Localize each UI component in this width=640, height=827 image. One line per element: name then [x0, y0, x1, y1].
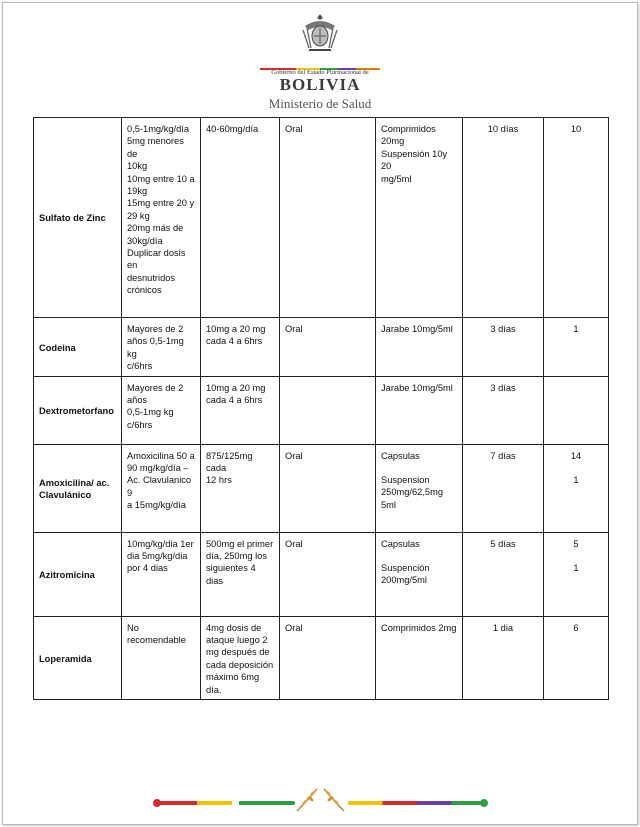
dose-line: c/6hrs [127, 419, 153, 430]
drug-cell: Azitromicina [34, 532, 122, 616]
dose-line: 10mg/kg/dia 1er [127, 538, 194, 549]
qty-line: 14 [570, 450, 582, 461]
dose-line: 0,5-1mg/kg/día [127, 124, 190, 134]
max-dose-cell [201, 532, 280, 616]
max-line: 500mg el primer [206, 538, 274, 549]
dose-cell [122, 376, 201, 444]
qty-line: 1 [573, 324, 579, 334]
dose-cell [122, 444, 201, 532]
duration-cell: 5 días [463, 532, 544, 616]
quantity-cell [544, 318, 609, 377]
max-dose-cell [201, 318, 280, 377]
quantity-cell [544, 444, 609, 532]
form-line: Suspensión 10y 20 [381, 148, 448, 172]
dose-line: desnutridos [127, 272, 176, 283]
form-line: Comprimidos [381, 124, 436, 134]
max-dose-cell [201, 376, 280, 444]
form-line: Jarabe 10mg/5ml [381, 382, 453, 393]
route-cell: Oral [280, 532, 376, 616]
form-line: Suspension [381, 475, 430, 486]
max-line: siguientes 4 dias [206, 563, 256, 586]
coat-of-arms-emblem [297, 12, 343, 54]
qty-line: 1 [573, 475, 579, 486]
footer-dot-right [480, 799, 488, 807]
quantity-cell [544, 118, 609, 318]
max-line: 875/125mg cada [206, 450, 253, 474]
max-line: cada deposición [206, 659, 274, 670]
dose-line: 10kg [127, 161, 148, 172]
country-title: BOLIVIA [279, 75, 361, 94]
drug-cell: Sulfato de Zinc [34, 118, 122, 318]
footer-ornament [0, 785, 640, 815]
qty-line [549, 462, 603, 474]
presentation-cell [376, 376, 463, 444]
form-line [381, 462, 457, 474]
table-row [34, 444, 609, 532]
dose-line: 15mg entre 20 y [127, 198, 195, 209]
dose-cell [122, 318, 201, 377]
max-line: cada 4 a 6hrs [206, 395, 263, 406]
max-line: mg después de [206, 647, 270, 658]
max-line: ataque luego 2 [206, 635, 268, 646]
presentation-cell [376, 444, 463, 532]
form-line: mg/5ml [381, 173, 412, 184]
dose-line: 30kg/día [127, 235, 163, 246]
qty-line: 6 [573, 622, 579, 633]
dose-line: No [127, 622, 139, 633]
form-line: Capsulas [381, 450, 420, 461]
dose-line: Mayores de 2 [127, 324, 184, 334]
dose-line: años [127, 395, 148, 406]
max-line: 12 hrs [206, 475, 232, 486]
dose-line: recomendable [127, 635, 186, 646]
max-dose-cell [201, 444, 280, 532]
wheat-ornament-right [320, 787, 348, 813]
max-line: máximo 6mg día. [206, 672, 260, 695]
form-line: Suspención [381, 563, 430, 574]
max-line: día, 250mg los [206, 551, 267, 562]
drug-cell: Dextrometorfano [34, 376, 122, 444]
drug-cell: Amoxicilina/ ac. Clavulánico [34, 444, 122, 532]
form-line: Comprimidos 2mg [381, 622, 457, 633]
route-cell: Oral [280, 444, 376, 532]
qty-line: 10 [570, 124, 582, 134]
dose-line: 19kg [127, 186, 148, 197]
quantity-cell [544, 532, 609, 616]
dose-line: 0,5-1mg kg [127, 407, 174, 418]
wheat-ornament-left [293, 787, 321, 813]
footer-stripe-left [155, 801, 295, 805]
dose-line: 10mg entre 10 a [127, 173, 195, 184]
ministry-title: Ministerio de Salud [268, 96, 372, 111]
drug-cell: Codeina [34, 318, 122, 377]
table-row [34, 318, 609, 377]
qty-line: 1 [573, 563, 579, 574]
max-line: 10mg a 20 mg [206, 324, 266, 334]
dose-line: Duplicar dosis en [127, 248, 186, 271]
dose-cell [122, 532, 201, 616]
max-line: 40-60mg/día [206, 124, 259, 134]
route-cell: Oral [280, 118, 376, 318]
quantity-cell [544, 376, 609, 444]
dose-line: c/6hrs [127, 361, 153, 372]
presentation-cell [376, 318, 463, 377]
max-line: 10mg a 20 mg [206, 382, 266, 393]
dose-line: por 4 dias [127, 563, 168, 574]
max-line: 4mg dosis de [206, 622, 262, 633]
form-line: 5ml [381, 499, 396, 510]
form-line [381, 550, 457, 562]
drug-cell: Loperamida [34, 616, 122, 699]
dose-line: Mayores de 2 [127, 382, 184, 393]
form-line: 20mg [381, 136, 405, 147]
qty-line: 5 [573, 538, 579, 549]
dose-cell [122, 616, 201, 699]
government-label: Gobierno del Estado Plurinacional de [271, 69, 369, 76]
dose-line: Amoxicilina 50 a [127, 450, 195, 461]
route-cell: Oral [280, 318, 376, 377]
quantity-cell [544, 616, 609, 699]
dose-line: 20mg más de [127, 223, 184, 234]
max-dose-cell [201, 118, 280, 318]
duration-cell: 3 días [463, 318, 544, 377]
table-row [34, 376, 609, 444]
form-line: 200mg/5ml [381, 575, 427, 586]
form-line: Capsulas [381, 538, 420, 549]
medication-table [33, 117, 609, 700]
dose-line: 5mg menores de [127, 136, 184, 159]
max-line: cada 4 a 6hrs [206, 336, 263, 347]
duration-cell: 3 días [463, 376, 544, 444]
route-cell: Oral [280, 616, 376, 699]
table-row [34, 118, 609, 318]
presentation-cell [376, 616, 463, 699]
presentation-cell [376, 118, 463, 318]
presentation-cell [376, 532, 463, 616]
dose-line: a 15mg/kg/día [127, 500, 186, 511]
max-dose-cell [201, 616, 280, 699]
duration-cell: 1 dia [463, 616, 544, 699]
dose-line: 90 mg/kg/día – [127, 463, 189, 474]
table-row [34, 616, 609, 699]
dose-line: años 0,5-1mg kg [127, 336, 184, 359]
table-row [34, 532, 609, 616]
route-cell [280, 376, 376, 444]
dose-line: crónicos [127, 285, 162, 296]
dose-line: 29 kg [127, 210, 150, 221]
duration-cell: 10 días [463, 118, 544, 318]
duration-cell: 7 días [463, 444, 544, 532]
dose-line: dia 5mg/kg/dia [127, 551, 188, 562]
dose-line: Ac. Clavulanico 9 [127, 475, 192, 498]
form-line: 250mg/62,5mg [381, 487, 444, 498]
dose-cell [122, 118, 201, 318]
qty-line [549, 550, 603, 562]
footer-stripe-right [348, 801, 486, 805]
form-line: Jarabe 10mg/5ml [381, 324, 453, 334]
letterhead [0, 12, 640, 111]
